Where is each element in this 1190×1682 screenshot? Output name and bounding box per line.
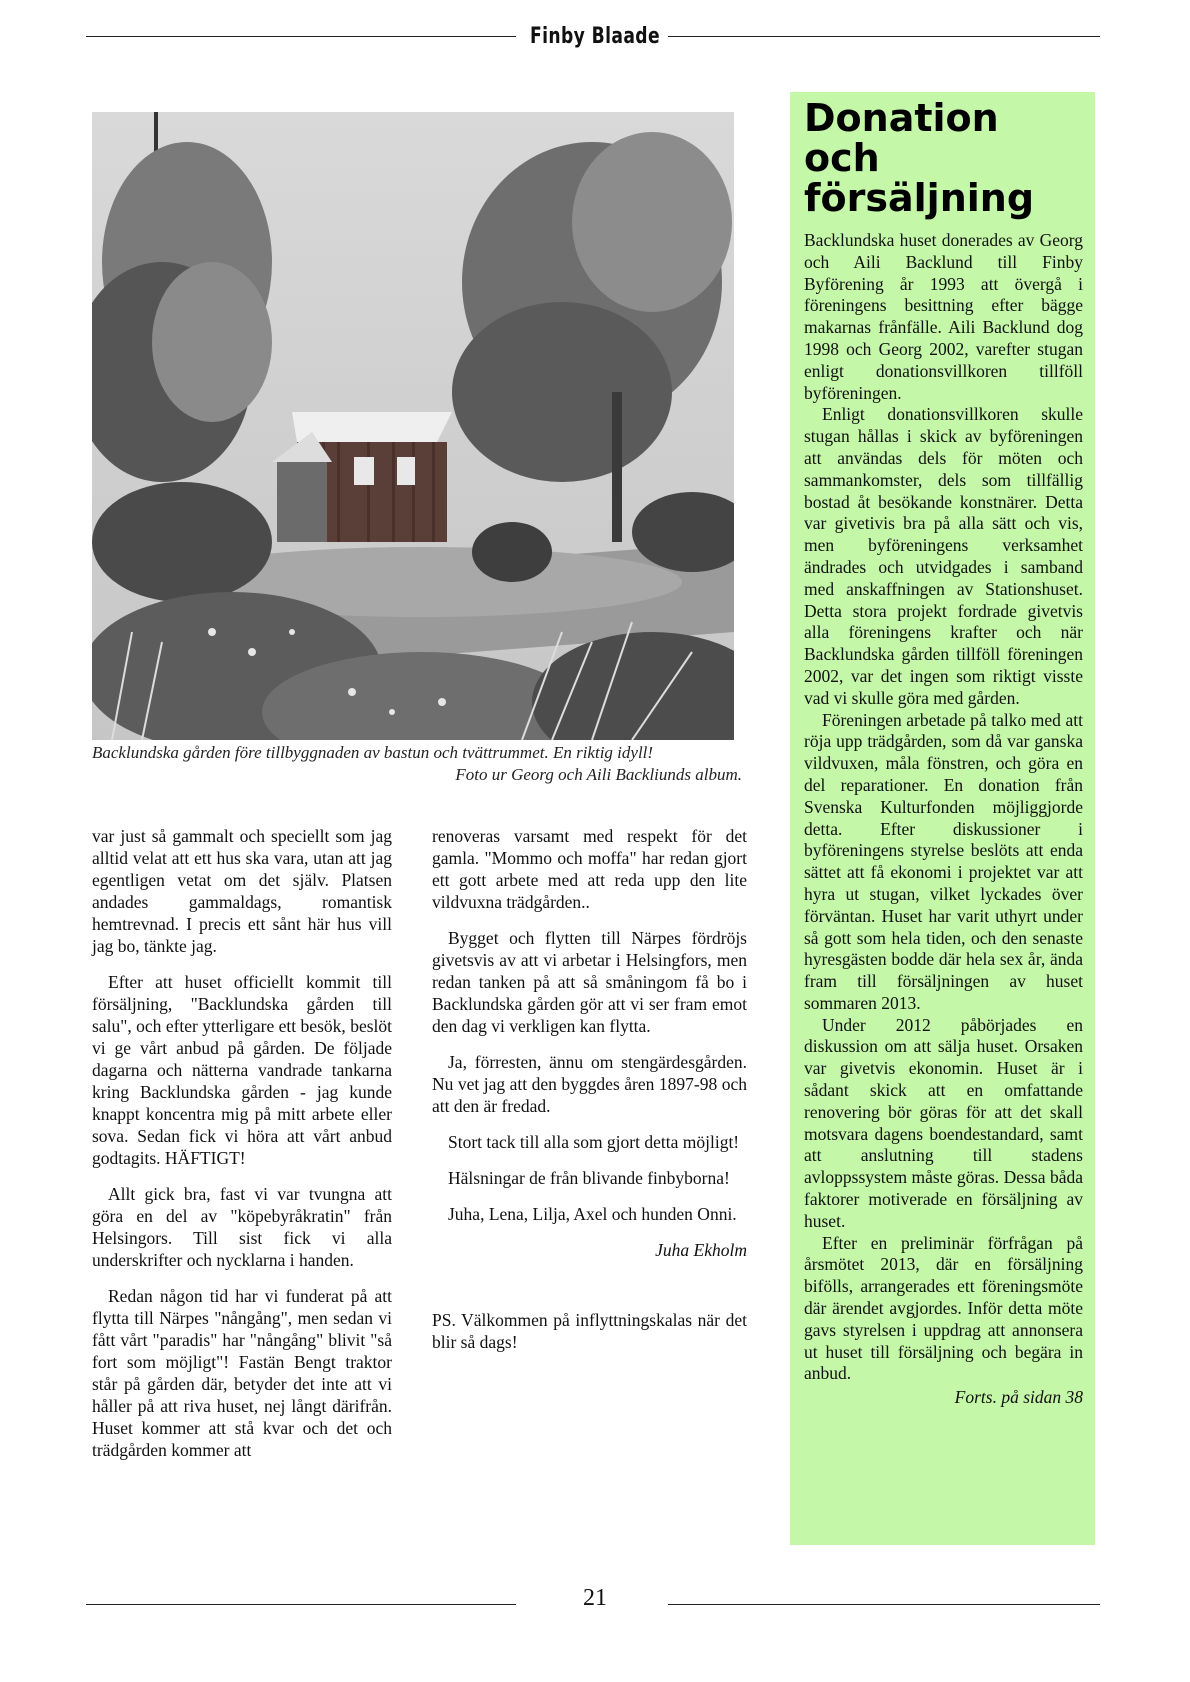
newsletter-title: Finby Blaade (530, 24, 660, 49)
sidebar-paragraph: Föreningen arbetade på talko med att röja upp trädgården, som då var ganska vildvuxen, måla fönstren, och göra en del reparationer. En donation från Svenska Kulturfonden möjliggjorde detta. Efter diskussioner i byföreningens styrelse beslöts att enda sättet att få ekonomi i projektet var att hyra ut stugan, vilket lyckades över förväntan. Huset har varit uthyrt under så gott som hela tiden, och den senaste hyresgästen bodde där hela sex år, ända fram till försäljningen av huset sommaren 2013. (804, 709, 1083, 1013)
article-paragraph: Efter att huset officiellt kommit till försäljning, "Backlundska gården till salu", och efter ytterligare ett besök, beslöt vi ge vårt anbud på gården. De följade dagarna och nätterna vandrade tankarna kring Backlundska gården - jag kunde knappt koncentra mig på mitt arbete eller sova. Sedan fick vi höra att vårt anbud godtagits. HÄFTIGT! (92, 972, 392, 1168)
article-paragraph: Redan någon tid har vi funderat på att flytta till Närpes "nångång", men sedan vi fått vårt "paradis" har "nångång" blivit "så fort som möjligt"! Fastän Bengt traktor står på gården där, betyder det inte att vi håller på att riva huset, nej långt därifrån. Huset kommer att stå kvar och det och trädgården kommer att (92, 1286, 392, 1460)
article-column-1 (92, 825, 392, 1475)
sidebar-paragraph: Under 2012 påbörjades en diskussion om att sälja huset. Orsaken var givetvis ekonomin. Huset är i sådant skick att en omfattande renovering bör göras för att det skall motsvara dagens boendestandard, samt att anslutning till stadens avloppssystem måste göras. Dessa båda faktorer motiverade en försäljning av huset. (804, 1014, 1083, 1231)
continued-note: Forts. på sidan 38 (954, 1387, 1083, 1408)
sidebar-paragraph: Backlundska huset donerades av Georg och Aili Backlund till Finby Byförening år 1993 att övergå i föreningens besittning efter bägge makarnas frånfälle. Aili Backlund dog 1998 och Georg 2002, varefter stugan enligt donationsvillkoren tillföll byföreningen. (804, 230, 1083, 403)
sidebar-donation-box (790, 92, 1095, 1545)
page-number: 21 (583, 1585, 607, 1611)
article-paragraph: renoveras varsamt med respekt för det gamla. "Mommo och moffa" har redan gjort ett gott arbete med att reda upp den lite vildvuxna trädgården.. (432, 826, 747, 912)
author-signature: Juha Ekholm (655, 1240, 747, 1260)
article-paragraph: Bygget och flytten till Närpes fördröjs givetsvis av att vi arbetar i Helsingfors, men redan tanken på att så småningom få bo i Backlundska gården gör att vi ser fram emot den dag vi verkligen kan flytta. (432, 928, 747, 1036)
article-paragraph: Allt gick bra, fast vi var tvungna att göra en del av "köpebyråkratin" från Helsingors. Till sist fick vi alla underskrifter och nycklarna i handen. (92, 1184, 392, 1270)
postscript: PS. Välkommen på inflyttningskalas när det blir så dags! (432, 1310, 747, 1352)
article-paragraph: Stort tack till alla som gjort detta möjligt! (448, 1132, 740, 1152)
photo-caption (92, 742, 742, 786)
sidebar-title: Donation och försäljning (804, 96, 1035, 220)
article-paragraph: Hälsningar de från blivande finbyborna! (448, 1168, 730, 1188)
article-paragraph: var just så gammalt och speciellt som jag alltid velat att ett hus ska vara, utan att jag egentligen vetat om det själv. Platsen andades gammaldags, romantisk hemtrevnad. I precis ett sånt här hus vill jag bo, tänkte jag. (92, 826, 392, 956)
article-paragraph: Juha, Lena, Lilja, Axel och hunden Onni. (448, 1204, 737, 1224)
photo-backlundska-garden (92, 112, 734, 740)
caption-text: Backlundska gården före tillbyggnaden av bastun och tvättrummet. En riktig idyll! (92, 743, 654, 762)
photo-credit: Foto ur Georg och Aili Backliunds album. (455, 765, 742, 784)
article-paragraph: Ja, förresten, ännu om stengärdesgården. Nu vet jag att den byggdes åren 1897-98 och att den är fredad. (432, 1052, 747, 1116)
sidebar-paragraph: Enligt donationsvillkoren skulle stugan hållas i skick av byföreningen att användas dels för möten och sammankomster, dels som tillfällig bostad åt besökande konstnärer. Detta var givetivis bra på alla sätt och vis, men byföreningens verksamhet ändrades och utvidgades i samband med anskaffningen av Stationshuset. Detta stora projekt fordrade givetvis alla föreningens krafter och när Backlundska gården tillföll föreningen 2002, var det ingen som riktigt visste vad vi skulle göra med gården. (804, 404, 1083, 708)
sidebar-paragraph: Efter en preliminär förfrågan på årsmötet 2013, där en försäljning bifölls, arrangerades ett föreningsmöte där ärendet avgjordes. Inför detta möte gavs styrelsen i uppdrag att annonsera ut huset till försäljning och begära in anbud. (804, 1232, 1083, 1384)
article-column-2 (432, 825, 747, 1367)
